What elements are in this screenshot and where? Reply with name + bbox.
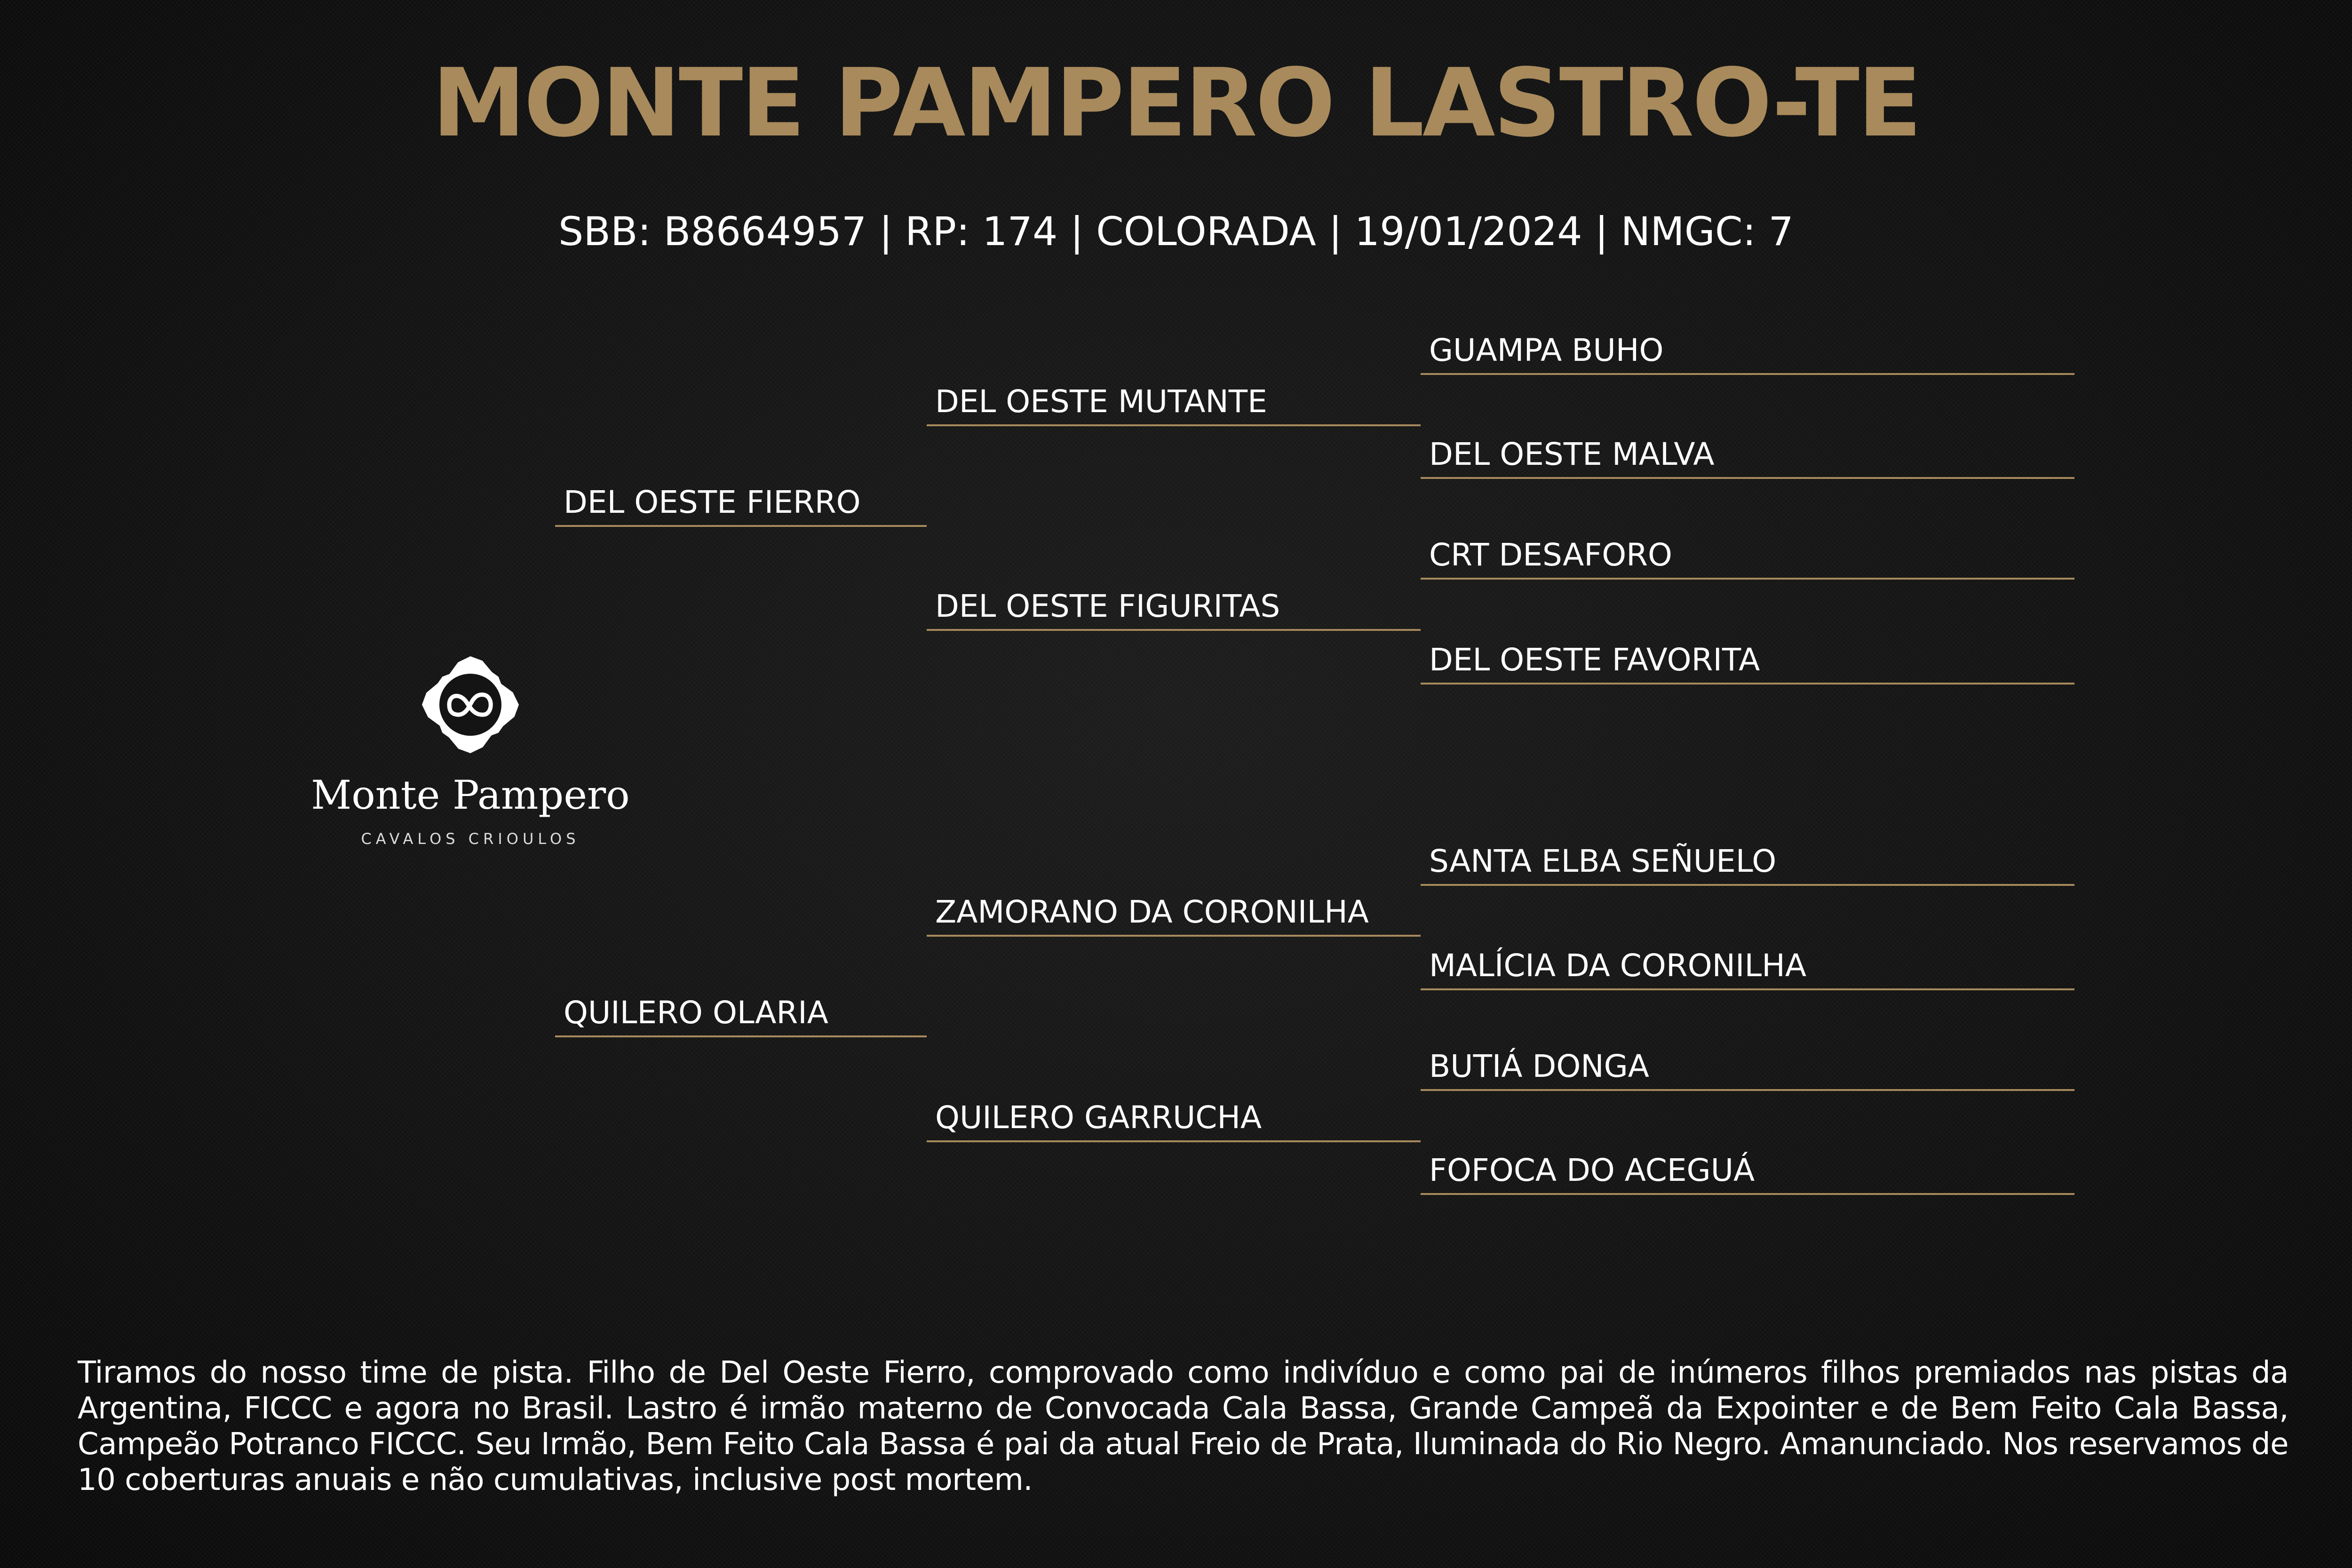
pedigree-dam-dam [927, 1090, 1421, 1142]
pedigree-dam [555, 986, 927, 1037]
pedigree-dam-sire-sire-label: SANTA ELBA SEÑUELO [1429, 843, 1777, 879]
pedigree-sire-label: DEL OESTE FIERRO [564, 484, 861, 520]
sun-infinity-icon [422, 656, 519, 753]
pedigree-sire-sire-dam-label: DEL OESTE MALVA [1429, 436, 1715, 472]
pedigree-dam-sire [927, 885, 1421, 937]
pedigree-dam-sire-sire [1421, 834, 2074, 886]
pedigree-sire-dam-sire-label: CRT DESAFORO [1429, 537, 1672, 573]
horse-description: Tiramos do nosso time de pista. Filho de Del Oeste Fierro, comprovado como indivíduo e como pai de inúmeros filhos premiados nas pistas da Argentina, FICCC e agora no Brasil. Lastro é irmão materno de Convocada Cala Bassa, Grande Campeã da Expointer e de Bem Feito Cala Bassa, Campeão Potranco FICCC. Seu Irmão, Bem Feito Cala Bassa é pai da atual Freio de Prata, Iluminada do Rio Negro. Amanunciado. Nos reservamos de 10 coberturas anuais e não cumulativas, inclusive post mortem. [78, 1355, 2288, 1497]
pedigree-dam-sire-dam [1421, 939, 2074, 990]
pedigree-dam-dam-dam [1421, 1143, 2074, 1195]
pedigree-dam-sire-label: ZAMORANO DA CORONILHA [935, 894, 1369, 930]
pedigree-sire-sire [927, 374, 1421, 426]
pedigree-sire-sire-dam [1421, 427, 2074, 479]
pedigree-sire-dam-dam [1421, 633, 2074, 685]
pedigree-dam-label: QUILERO OLARIA [564, 995, 828, 1031]
pedigree-dam-dam-sire-label: BUTIÁ DONGA [1429, 1048, 1649, 1084]
brand-tagline: CAVALOS CRIOULOS [361, 830, 580, 848]
brand-name: Monte Pampero [311, 772, 630, 818]
pedigree-dam-dam-sire [1421, 1039, 2074, 1091]
pedigree-sire-dam-sire [1421, 528, 2074, 580]
page-title: MONTE PAMPERO LASTRO-TE [432, 48, 1920, 158]
pedigree-sire-sire-sire-label: GUAMPA BUHO [1429, 332, 1664, 368]
pedigree-dam-dam-label: QUILERO GARRUCHA [935, 1099, 1262, 1136]
registration-info: SBB: B8664957 | RP: 174 | COLORADA | 19/01/2024 | NMGC: 7 [558, 208, 1794, 255]
pedigree-sire-dam-label: DEL OESTE FIGURITAS [935, 588, 1280, 624]
pedigree-sire [555, 475, 927, 527]
pedigree-sire-dam [927, 579, 1421, 631]
pedigree-dam-dam-dam-label: FOFOCA DO ACEGUÁ [1429, 1152, 1755, 1188]
brand-logo [310, 656, 630, 863]
pedigree-sire-sire-sire [1421, 323, 2074, 375]
pedigree-sire-dam-dam-label: DEL OESTE FAVORITA [1429, 642, 1760, 678]
pedigree-dam-sire-dam-label: MALÍCIA DA CORONILHA [1429, 947, 1807, 984]
pedigree-sire-sire-label: DEL OESTE MUTANTE [935, 383, 1267, 420]
